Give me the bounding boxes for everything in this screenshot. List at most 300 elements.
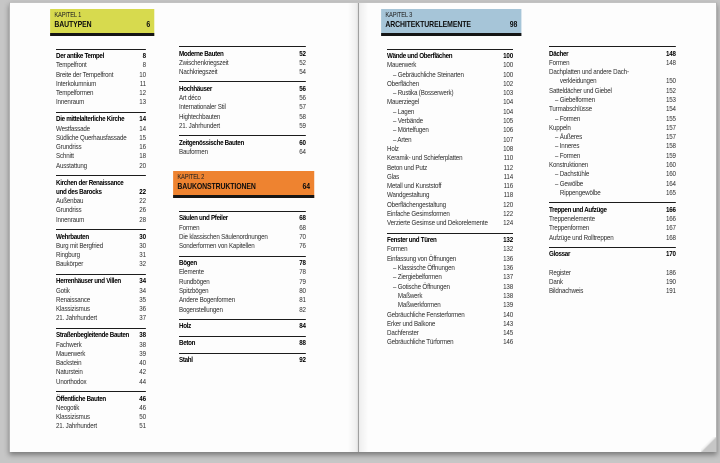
toc-entry-page: 120 bbox=[503, 199, 513, 209]
toc-entry-page: 122 bbox=[503, 209, 513, 219]
chapter-title: ARCHITEKTURELEMENTE bbox=[385, 20, 471, 29]
toc-entry bbox=[179, 286, 306, 295]
toc-entry-page: 148 bbox=[665, 48, 676, 58]
toc-entry-page: 51 bbox=[139, 421, 146, 431]
toc-entry-label: Kirchen der Renaissance bbox=[56, 177, 124, 187]
toc-entry-page: 46 bbox=[139, 393, 146, 403]
toc-entry-page: 28 bbox=[139, 214, 146, 224]
toc-entry-label: Wandgestaltung bbox=[387, 190, 430, 200]
toc-section bbox=[179, 46, 306, 76]
toc-entry-label: Dachfenster bbox=[387, 328, 419, 338]
toc-entry-page: 170 bbox=[665, 249, 676, 259]
toc-entry bbox=[179, 67, 306, 76]
toc-entry bbox=[549, 151, 676, 160]
toc-entry bbox=[387, 153, 513, 162]
toc-entry bbox=[387, 209, 513, 218]
toc-entry-label: Außenbau bbox=[56, 196, 84, 206]
toc-section bbox=[56, 175, 146, 224]
toc-entry-page: 116 bbox=[503, 181, 513, 191]
toc-entry-page: 167 bbox=[665, 223, 676, 233]
toc-entry-page: 139 bbox=[503, 300, 513, 310]
chapter-title-row bbox=[54, 20, 150, 30]
toc-entry-label: Fachwerk bbox=[56, 339, 82, 349]
toc-entry bbox=[56, 124, 146, 133]
toc-entry bbox=[549, 277, 676, 286]
toc-entry-label: Grundriss bbox=[56, 205, 82, 215]
toc-entry-label: – Verbände bbox=[392, 116, 423, 126]
toc-entry bbox=[179, 305, 306, 314]
toc-entry-label: – Formen bbox=[554, 113, 581, 123]
toc-entry-label: Tempelformen bbox=[56, 88, 94, 98]
toc-entry-label: Holz bbox=[387, 143, 399, 153]
toc-entry-page: 78 bbox=[299, 267, 306, 277]
toc-entry-page: 157 bbox=[665, 132, 676, 142]
toc-entry-label: Satteldächer und Giebel bbox=[549, 85, 612, 95]
toc-entry-label: – Ziergiebelformen bbox=[392, 272, 442, 282]
toc-entry bbox=[179, 93, 306, 102]
toc-entry-page: 46 bbox=[139, 402, 146, 412]
toc-entry-page: 59 bbox=[299, 121, 306, 131]
toc-entry bbox=[56, 232, 146, 241]
toc-entry bbox=[56, 330, 146, 339]
toc-entry-page: 68 bbox=[299, 213, 306, 223]
chapter-header bbox=[173, 171, 314, 198]
toc-entry bbox=[387, 144, 513, 153]
toc-entry bbox=[387, 291, 513, 300]
toc-entry-label: Nachkriegszeit bbox=[179, 67, 218, 77]
toc-entry bbox=[549, 86, 676, 95]
toc-entry-page: 44 bbox=[139, 376, 146, 386]
toc-entry bbox=[56, 51, 146, 60]
toc-entry bbox=[179, 223, 306, 232]
toc-entry bbox=[387, 218, 513, 227]
chapter-kapitel-label: KAPITEL 1 bbox=[54, 11, 82, 19]
toc-entry-label: Klassizismus bbox=[56, 412, 90, 422]
toc-entry-page: 164 bbox=[665, 178, 676, 188]
toc-entry-label: Maßwerk bbox=[397, 290, 423, 300]
toc-entry-page: 104 bbox=[503, 106, 513, 116]
toc-section bbox=[179, 336, 306, 348]
toc-entry bbox=[56, 286, 146, 295]
toc-entry bbox=[387, 300, 513, 309]
toc-entry-page: 84 bbox=[299, 321, 306, 331]
toc-entry-label: Spitzbögen bbox=[179, 286, 209, 296]
toc-entry bbox=[179, 321, 306, 330]
toc-entry bbox=[56, 394, 146, 403]
toc-entry-label: Mauerwerk bbox=[387, 60, 417, 70]
toc-entry bbox=[56, 97, 146, 106]
toc-entry bbox=[56, 142, 146, 151]
toc-entry-page: 36 bbox=[139, 304, 146, 314]
toc-entry bbox=[56, 412, 146, 421]
toc-entry-page: 34 bbox=[139, 285, 146, 295]
toc-entry-label: Schnitt bbox=[56, 151, 74, 161]
toc-entry-page: 143 bbox=[503, 318, 513, 328]
toc-section bbox=[179, 81, 306, 130]
toc-entry-label: Gotik bbox=[56, 285, 70, 295]
toc-entry bbox=[549, 141, 676, 150]
toc-entry-page: 154 bbox=[665, 104, 676, 114]
toc-entry bbox=[56, 161, 146, 170]
toc-entry-label: Backstein bbox=[56, 358, 82, 368]
toc-entry bbox=[56, 403, 146, 412]
toc-entry-page: 104 bbox=[503, 97, 513, 107]
toc-entry-label: Säulen und Pfeiler bbox=[179, 213, 228, 223]
toc-entry-page: 14 bbox=[139, 123, 146, 133]
toc-entry-label: Westfassade bbox=[56, 123, 90, 133]
toc-entry bbox=[56, 276, 146, 285]
chapter-title: BAUTYPEN bbox=[54, 20, 92, 29]
chapter-header bbox=[50, 9, 154, 36]
chapter-title-row bbox=[177, 182, 310, 192]
toc-entry-page: 58 bbox=[299, 111, 306, 121]
toc-entry-label: – Formen bbox=[554, 150, 581, 160]
toc-entry-label: – Rustika (Bosserwerk) bbox=[392, 88, 454, 98]
toc-entry bbox=[387, 244, 513, 253]
toc-entry bbox=[549, 123, 676, 132]
toc-entry-label: Glas bbox=[387, 171, 400, 181]
toc-entry-label: Unorthodox bbox=[56, 376, 87, 386]
toc-entry-label: Maßwerkformen bbox=[397, 300, 441, 310]
toc-entry bbox=[387, 163, 513, 172]
toc-entry-label: verkleidungen bbox=[559, 76, 597, 86]
toc-entry bbox=[549, 205, 676, 214]
toc-entry bbox=[549, 160, 676, 169]
toc-entry-label: Treppen und Aufzüge bbox=[549, 204, 607, 214]
toc-section bbox=[179, 353, 306, 365]
toc-entry-page: 153 bbox=[665, 94, 676, 104]
toc-entry-page: 166 bbox=[665, 214, 676, 224]
toc-entry-page: 70 bbox=[299, 232, 306, 242]
toc-entry-label: – Mörtelfugen bbox=[392, 125, 429, 135]
toc-entry bbox=[179, 58, 306, 67]
toc-entry-label: Bildnachweis bbox=[549, 286, 584, 296]
toc-entry bbox=[56, 313, 146, 322]
toc-entry bbox=[56, 178, 146, 187]
toc-section bbox=[56, 49, 146, 107]
toc-entry bbox=[387, 310, 513, 319]
toc-entry bbox=[549, 286, 676, 295]
toc-entry-page: 37 bbox=[139, 313, 146, 323]
toc-entry bbox=[549, 268, 676, 277]
toc-entry-label: Burg mit Bergfried bbox=[56, 240, 104, 250]
toc-entry bbox=[549, 214, 676, 223]
toc-section bbox=[179, 211, 306, 251]
toc-entry-page: 39 bbox=[139, 348, 146, 358]
toc-entry bbox=[549, 169, 676, 178]
toc-entry bbox=[179, 102, 306, 111]
toc-entry-label: Elemente bbox=[179, 267, 204, 277]
toc-entry-page: 107 bbox=[503, 134, 513, 144]
toc-entry-label: Art déco bbox=[179, 93, 201, 103]
toc-entry bbox=[179, 355, 306, 364]
toc-entry bbox=[179, 277, 306, 286]
toc-entry-page: 60 bbox=[299, 137, 306, 147]
toc-entry bbox=[387, 200, 513, 209]
toc-section bbox=[549, 202, 676, 242]
toc-entry-label: Oberflächen bbox=[387, 78, 419, 88]
toc-entry-label: Der antike Tempel bbox=[56, 51, 105, 60]
toc-entry-label: Kuppeln bbox=[549, 122, 571, 132]
toc-entry-page: 146 bbox=[503, 337, 513, 347]
toc-entry bbox=[56, 88, 146, 97]
toc-entry-page: 81 bbox=[299, 295, 306, 305]
toc-entry-label: Oberflächengestaltung bbox=[387, 199, 446, 209]
toc-entry-label: Straßenbegleitende Bauten bbox=[56, 330, 130, 340]
toc-entry-label: Die mittelalterliche Kirche bbox=[56, 114, 125, 124]
toc-entry-label: – Inneres bbox=[554, 141, 580, 151]
toc-section bbox=[56, 391, 146, 431]
toc-entry-page: 32 bbox=[139, 259, 146, 269]
toc-entry-label: – Giebelformen bbox=[554, 94, 595, 104]
toc-entry-page: 145 bbox=[503, 328, 513, 338]
toc-entry bbox=[549, 58, 676, 67]
toc-entry-page: 16 bbox=[139, 142, 146, 152]
toc-entry-label: Beton und Putz bbox=[387, 162, 428, 172]
toc-entry-label: Formen bbox=[549, 57, 570, 67]
toc-entry-page: 112 bbox=[503, 162, 513, 172]
toc-entry-label: Stahl bbox=[179, 355, 193, 365]
toc-entry bbox=[179, 49, 306, 58]
toc-entry bbox=[387, 60, 513, 69]
toc-entry-page: 102 bbox=[503, 78, 513, 88]
toc-entry-label: Die klassischen Säulenordnungen bbox=[179, 232, 268, 242]
toc-entry-label: Tempelfront bbox=[56, 60, 87, 70]
toc-entry-page: 22 bbox=[139, 186, 146, 196]
chapter-page-number: 6 bbox=[146, 20, 151, 29]
toc-entry bbox=[549, 132, 676, 141]
toc-entry bbox=[56, 196, 146, 205]
toc-entry-label: Formen bbox=[387, 244, 408, 254]
toc-entry bbox=[56, 79, 146, 88]
chapter-title-row bbox=[385, 20, 517, 30]
toc-section bbox=[549, 268, 676, 296]
toc-entry-label: Mauerziegel bbox=[387, 97, 419, 107]
toc-entry-page: 10 bbox=[139, 69, 146, 79]
toc-column-4 bbox=[549, 46, 676, 296]
toc-entry-label: Einfassung von Öffnungen bbox=[387, 253, 457, 263]
toc-entry-label: – Arten bbox=[392, 134, 412, 144]
toc-entry bbox=[56, 349, 146, 358]
toc-entry-page: 88 bbox=[299, 338, 306, 348]
toc-entry-label: – Äußeres bbox=[554, 132, 583, 142]
toc-entry-label: 21. Jahrhundert bbox=[179, 121, 220, 131]
toc-entry-page: 106 bbox=[503, 125, 513, 135]
toc-entry bbox=[387, 181, 513, 190]
toc-entry bbox=[56, 259, 146, 268]
toc-entry-label: Wehrbauten bbox=[56, 231, 89, 241]
toc-entry bbox=[387, 319, 513, 328]
toc-entry bbox=[549, 188, 676, 197]
toc-entry-page: 165 bbox=[665, 187, 676, 197]
toc-entry-page: 100 bbox=[503, 60, 513, 70]
toc-entry-page: 118 bbox=[503, 190, 513, 200]
toc-entry-label: Öffentliche Bauten bbox=[56, 393, 106, 403]
toc-entry-page: 64 bbox=[299, 147, 306, 157]
toc-section bbox=[56, 229, 146, 269]
toc-entry bbox=[56, 295, 146, 304]
toc-entry-page: 13 bbox=[139, 97, 146, 107]
toc-entry-label: Keramik- und Schieferplatten bbox=[387, 153, 463, 163]
toc-section bbox=[56, 328, 146, 386]
toc-entry bbox=[387, 190, 513, 199]
toc-entry-label: Breite der Tempelfront bbox=[56, 69, 114, 79]
toc-entry-label: Sonderformen von Kapitellen bbox=[179, 241, 255, 251]
toc-entry bbox=[387, 70, 513, 79]
toc-entry-label: 21. Jahrhundert bbox=[56, 421, 97, 431]
toc-entry-label: Gebräuchliche Türformen bbox=[387, 337, 454, 347]
toc-entry bbox=[179, 112, 306, 121]
toc-entry bbox=[549, 95, 676, 104]
toc-entry-label: – Lagen bbox=[392, 106, 415, 116]
toc-entry-page: 22 bbox=[139, 196, 146, 206]
chapter-page-number: 98 bbox=[509, 20, 518, 29]
toc-entry-label: – Gebräuchliche Steinarten bbox=[392, 69, 464, 79]
toc-entry-page: 76 bbox=[299, 241, 306, 251]
toc-entry bbox=[549, 223, 676, 232]
toc-column-3 bbox=[385, 9, 518, 347]
toc-entry bbox=[56, 358, 146, 367]
toc-entry bbox=[179, 121, 306, 130]
toc-entry-page: 40 bbox=[139, 358, 146, 368]
toc-entry bbox=[56, 241, 146, 250]
toc-entry bbox=[56, 60, 146, 69]
toc-entry-page: 100 bbox=[503, 69, 513, 79]
toc-entry-page: 56 bbox=[299, 83, 306, 93]
toc-entry bbox=[387, 337, 513, 346]
toc-entry-label: Einfache Gesimsformen bbox=[387, 209, 450, 219]
toc-entry bbox=[387, 172, 513, 181]
toc-entry bbox=[179, 138, 306, 147]
toc-entry-label: Konstruktionen bbox=[549, 160, 589, 170]
toc-entry-page: 140 bbox=[503, 309, 513, 319]
toc-entry bbox=[56, 114, 146, 123]
toc-entry bbox=[56, 151, 146, 160]
toc-entry-page: 30 bbox=[139, 231, 146, 241]
toc-entry-label: Register bbox=[549, 267, 571, 277]
toc-entry-page: 148 bbox=[665, 57, 676, 67]
toc-entry bbox=[387, 135, 513, 144]
toc-entry-label: Ausstattung bbox=[56, 160, 87, 170]
toc-entry-page: 35 bbox=[139, 294, 146, 304]
toc-entry-page: 78 bbox=[299, 258, 306, 268]
toc-entry bbox=[56, 187, 146, 196]
toc-entry-label: – Gewölbe bbox=[554, 178, 584, 188]
toc-entry-label: Dank bbox=[549, 277, 563, 287]
toc-entry-label: Aufzüge und Rolltreppen bbox=[549, 232, 614, 242]
toc-entry-page: 136 bbox=[503, 253, 513, 263]
toc-entry-page: 80 bbox=[299, 286, 306, 296]
toc-entry bbox=[387, 97, 513, 106]
toc-entry-label: Glossar bbox=[549, 249, 571, 259]
toc-entry bbox=[179, 232, 306, 241]
toc-entry-label: Andere Bogenformen bbox=[179, 295, 236, 305]
toc-entry-page: 20 bbox=[139, 160, 146, 170]
chapter-title: BAUKONSTRUKTIONEN bbox=[177, 182, 256, 192]
toc-section bbox=[179, 135, 306, 156]
toc-section bbox=[387, 233, 513, 347]
toc-entry-label: Treppenelemente bbox=[549, 214, 595, 224]
toc-entry bbox=[549, 76, 676, 85]
toc-entry bbox=[56, 367, 146, 376]
toc-entry bbox=[387, 88, 513, 97]
toc-entry-label: Treppenformen bbox=[549, 223, 590, 233]
toc-entry-label: 21. Jahrhundert bbox=[56, 313, 97, 323]
toc-entry bbox=[56, 215, 146, 224]
toc-entry-page: 14 bbox=[139, 114, 146, 124]
toc-entry-page: 158 bbox=[665, 141, 676, 151]
toc-entry-page: 108 bbox=[503, 143, 513, 153]
toc-section bbox=[56, 274, 146, 323]
toc-entry-label: Bauformen bbox=[179, 147, 208, 157]
toc-entry bbox=[549, 104, 676, 113]
toc-entry-page: 160 bbox=[665, 169, 676, 179]
toc-entry-label: und des Barocks bbox=[56, 186, 102, 196]
toc-entry-label: Klassizismus bbox=[56, 304, 90, 314]
toc-section bbox=[549, 247, 676, 259]
toc-entry-page: 11 bbox=[139, 78, 146, 88]
toc-entry-label: Hochhäuser bbox=[179, 83, 212, 93]
toc-entry bbox=[387, 263, 513, 272]
toc-entry bbox=[56, 340, 146, 349]
toc-column-2 bbox=[177, 46, 311, 365]
toc-entry-label: Moderne Bauten bbox=[179, 48, 224, 58]
toc-entry-page: 38 bbox=[139, 339, 146, 349]
toc-entry-page: 52 bbox=[299, 48, 306, 58]
toc-entry-page: 166 bbox=[665, 204, 676, 214]
toc-entry-page: 8 bbox=[142, 51, 146, 60]
toc-entry-label: Wände und Oberflächen bbox=[387, 51, 453, 60]
toc-entry bbox=[387, 272, 513, 281]
toc-entry bbox=[179, 258, 306, 267]
page-corner-curl bbox=[701, 437, 716, 452]
toc-entry-page: 110 bbox=[503, 153, 513, 163]
page-gutter bbox=[358, 3, 359, 452]
toc-entry-label: – Klassische Öffnungen bbox=[392, 263, 455, 273]
toc-entry-label: – Dachstühle bbox=[554, 169, 590, 179]
toc-entry-page: 15 bbox=[139, 132, 146, 142]
toc-entry-label: Erker und Balkone bbox=[387, 318, 436, 328]
toc-entry-page: 150 bbox=[665, 76, 676, 86]
toc-entry-page: 138 bbox=[503, 281, 513, 291]
toc-entry bbox=[56, 377, 146, 386]
toc-entry bbox=[56, 304, 146, 313]
toc-entry-page: 50 bbox=[139, 412, 146, 422]
toc-entry bbox=[549, 67, 676, 76]
toc-entry bbox=[56, 70, 146, 79]
toc-entry-page: 132 bbox=[503, 235, 513, 245]
toc-entry-label: Baukörper bbox=[56, 259, 84, 269]
toc-section bbox=[549, 46, 676, 197]
chapter-kapitel-label: KAPITEL 3 bbox=[385, 11, 413, 19]
toc-entry-page: 57 bbox=[299, 102, 306, 112]
toc-section bbox=[179, 319, 306, 331]
toc-entry-page: 68 bbox=[299, 222, 306, 232]
toc-entry-label: Dächer bbox=[549, 48, 569, 58]
toc-entry-page: 136 bbox=[503, 263, 513, 273]
toc-entry bbox=[387, 107, 513, 116]
toc-entry-page: 38 bbox=[139, 330, 146, 340]
toc-entry-label: Verzierte Gesimse und Dekorelemente bbox=[387, 218, 488, 228]
toc-entry-page: 160 bbox=[665, 160, 676, 170]
toc-entry-label: Mauerwerk bbox=[56, 348, 86, 358]
toc-entry-page: 31 bbox=[139, 250, 146, 260]
toc-entry-page: 12 bbox=[139, 88, 146, 98]
toc-entry-page: 157 bbox=[665, 122, 676, 132]
toc-entry-label: Hightechbauten bbox=[179, 111, 221, 121]
toc-entry-page: 137 bbox=[503, 272, 513, 282]
toc-section bbox=[179, 256, 306, 314]
